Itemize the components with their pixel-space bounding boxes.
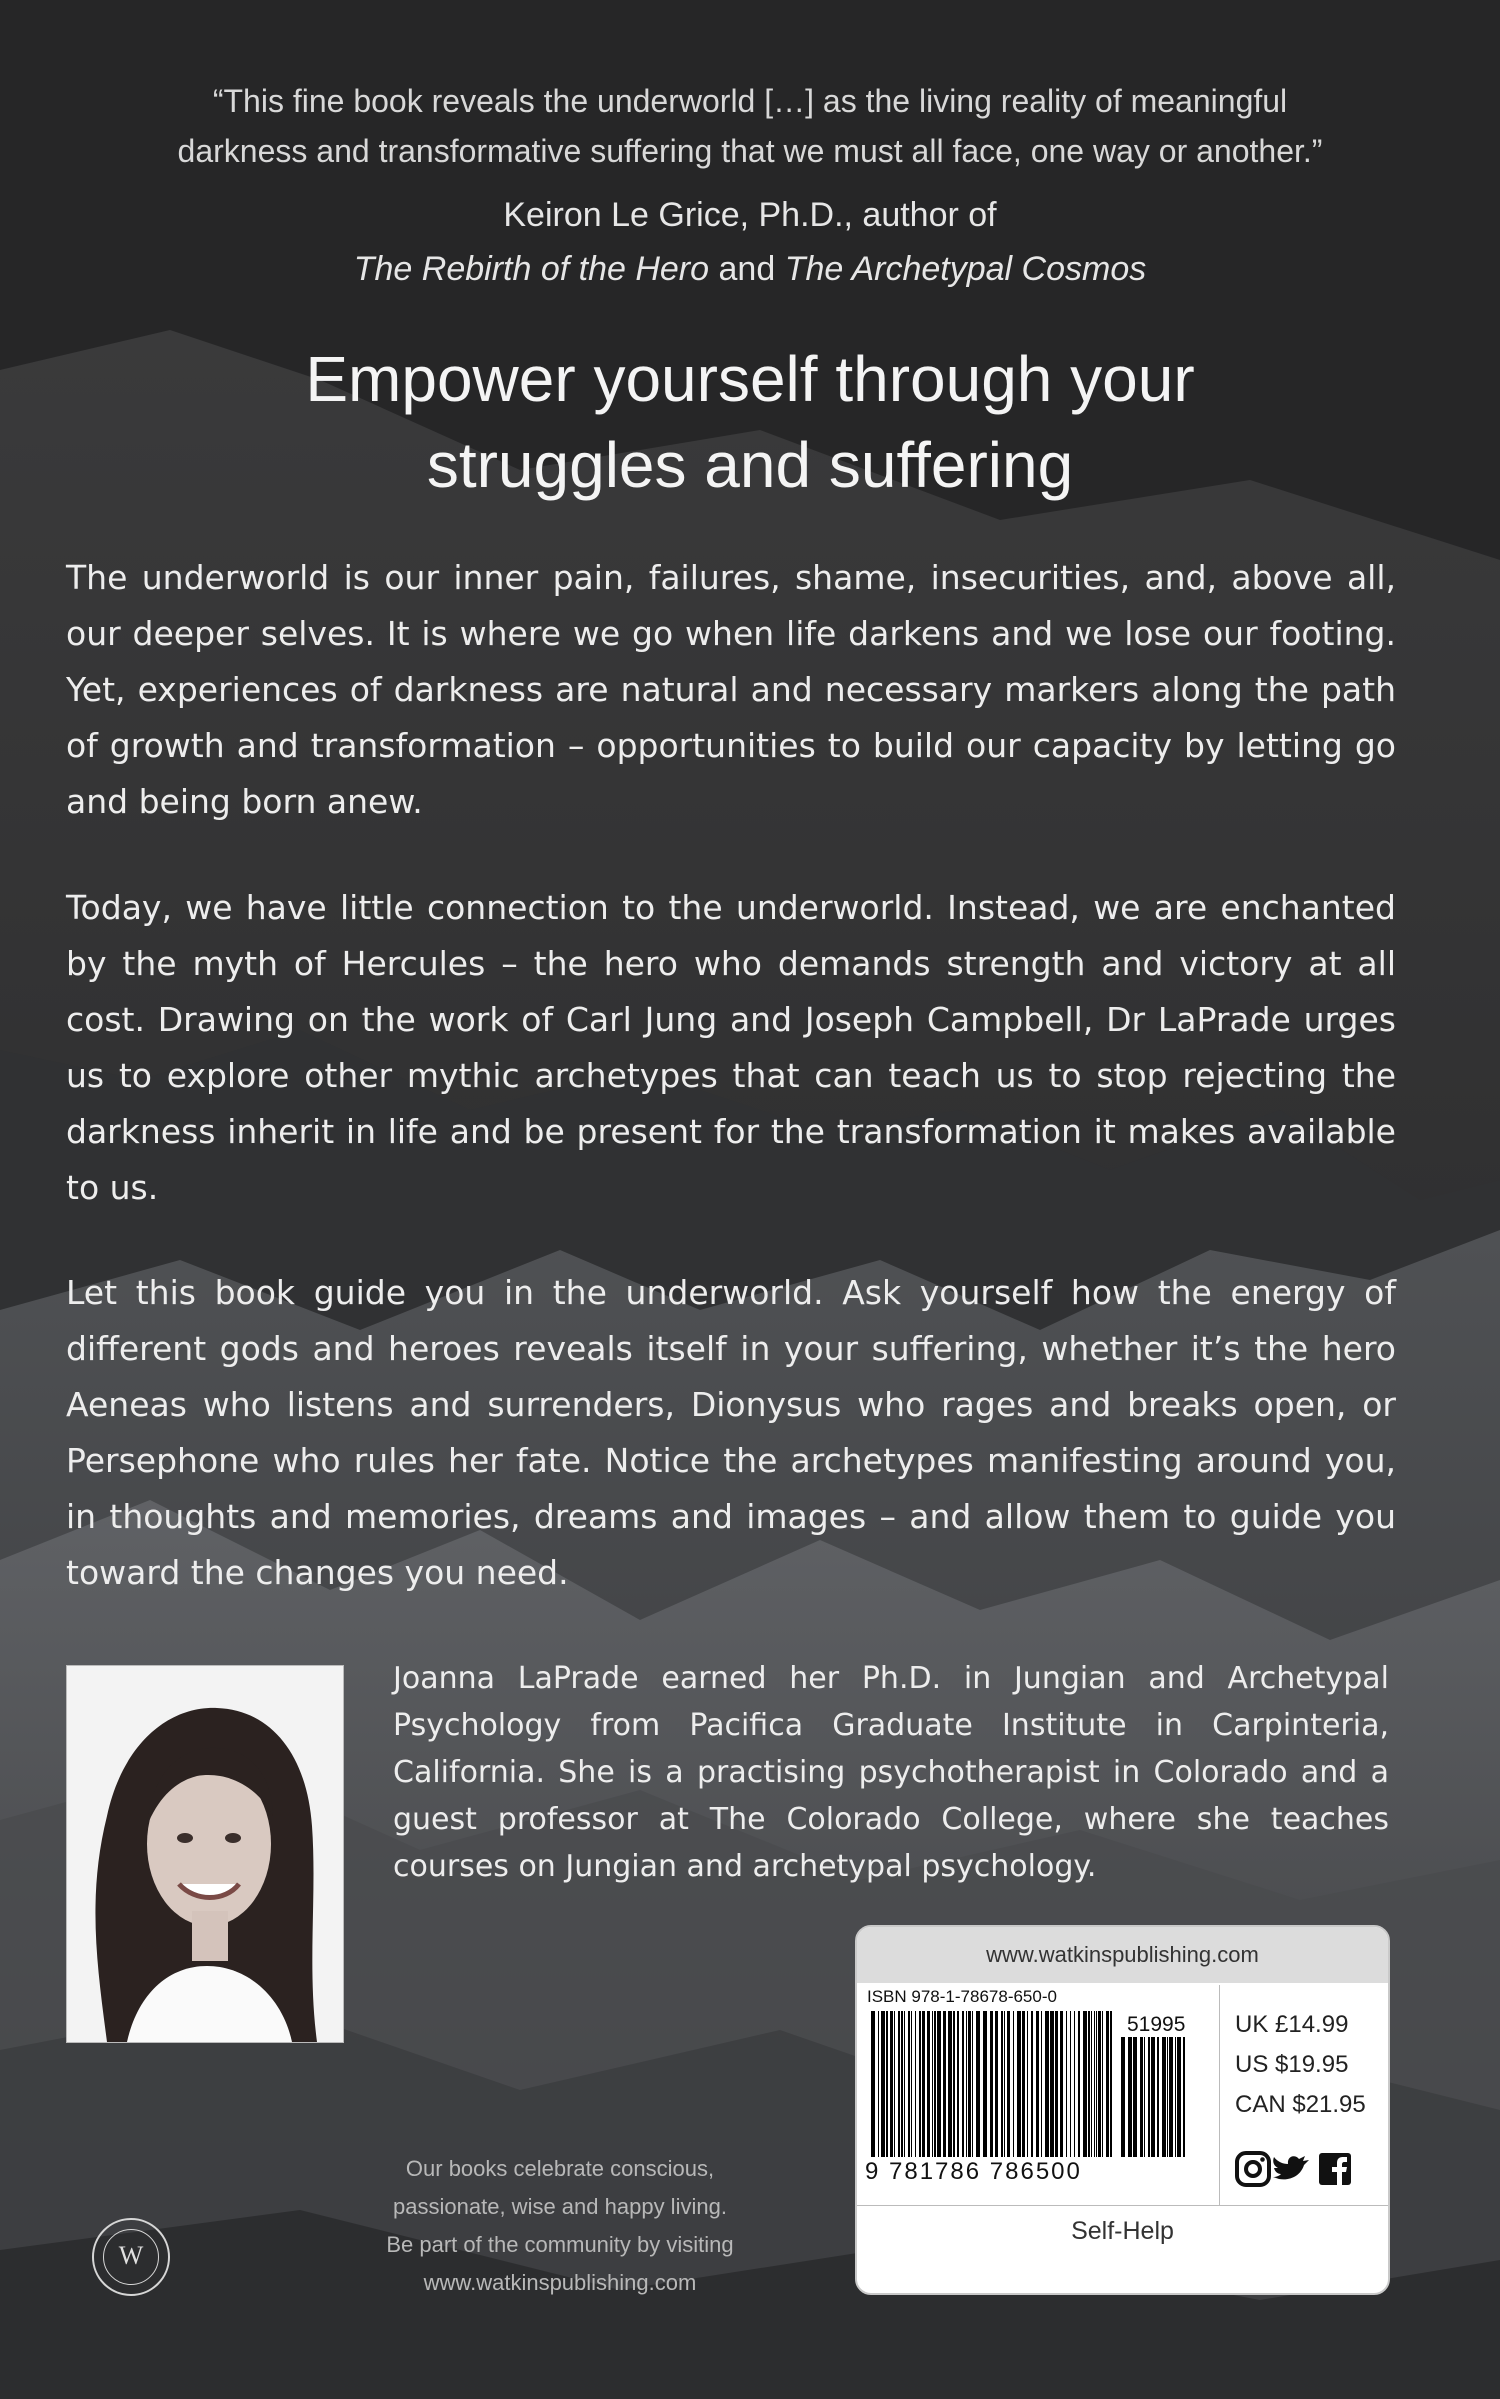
barcode-bar (1088, 2011, 1090, 2157)
barcode-bar (1106, 2011, 1109, 2157)
barcode-bar (957, 2011, 959, 2157)
barcode-bar (915, 2011, 916, 2157)
barcode-bar (1031, 2011, 1033, 2157)
barcode-bar (1007, 2011, 1010, 2157)
barcode-bar (1177, 2037, 1181, 2157)
barcode-bar (1167, 2037, 1168, 2157)
barcode-bar (908, 2011, 910, 2157)
barcode-bar (1183, 2037, 1185, 2157)
barcode-bar (1157, 2037, 1159, 2157)
isbn-label: ISBN 978-1-78678-650-0 (867, 1987, 1057, 2006)
barcode-bar (1148, 2037, 1150, 2157)
publisher-promo (300, 2150, 820, 2302)
barcode-bar (898, 2011, 900, 2157)
barcode-bar (1001, 2011, 1003, 2157)
barcode-bar (1144, 2037, 1145, 2157)
prices (1235, 2005, 1366, 2125)
barcode-bar (1175, 2037, 1176, 2157)
facebook-icon[interactable] (1319, 2153, 1351, 2185)
barcode-bar (1151, 2037, 1155, 2157)
author-photo (66, 1665, 344, 2043)
barcode-bar (1096, 2011, 1097, 2157)
barcode-bar (901, 2011, 903, 2157)
barcode-bar (1091, 2011, 1092, 2157)
endorsement-books (90, 242, 1410, 296)
barcode-bar (878, 2011, 879, 2157)
barcode-bar (1004, 2011, 1005, 2157)
conjunction: and (718, 250, 776, 288)
barcode-bar (1036, 2011, 1039, 2157)
description-paragraph: The underworld is our inner pain, failures, shame, insecurities, and, above all, our deeper selves. It is where we go when life darkens and we lose our footing. Yet, experiences of darkness are natural and necessary markers along the path of growth and transformation – opportunities to build our capacity by letting go and being born anew. (66, 558, 1396, 821)
barcode-bar (962, 2011, 964, 2157)
panel-divider (857, 2205, 1388, 2206)
barcode-bar (1098, 2011, 1101, 2157)
barcode-bar (1078, 2011, 1080, 2157)
endorsement-quote (90, 76, 1410, 176)
barcode-bar (1050, 2011, 1054, 2157)
barcode-bar (932, 2011, 933, 2157)
barcode-bar (1140, 2037, 1143, 2157)
isbn-barcode (869, 2011, 1115, 2157)
publisher-logo-letter: W (103, 2229, 159, 2285)
barcode-bar (927, 2011, 930, 2157)
barcode-bar (1102, 2011, 1103, 2157)
barcode-bar (1110, 2011, 1112, 2157)
barcode-bar (1083, 2011, 1087, 2157)
panel-divider-vertical (1219, 1985, 1220, 2205)
barcode-bar (1162, 2037, 1166, 2157)
barcode-bar (1055, 2011, 1058, 2157)
barcode-bar (911, 2011, 912, 2157)
barcode-bar (995, 2011, 998, 2157)
description-paragraph: Let this book guide you in the underworld. Ask yourself how the energy of different gods and heroes reveals itself in your suffering, whether it’s the hero Aeneas who listens and surrenders, Dionysus who rages and breaks open, or Persephone who rules her fate. Notice the archetypes manifesting around you, in thoughts and memories, dreams and images – and allow them to guide you toward the changes you need. (66, 1273, 1396, 1592)
price-code: 51995 (1127, 2013, 1186, 2036)
price-us: US $19.95 (1235, 2051, 1349, 2078)
book-title: The Rebirth of the Hero (353, 250, 710, 288)
barcode-bar (1133, 2037, 1137, 2157)
barcode-bar (968, 2011, 971, 2157)
category-label: Self-Help (1071, 2217, 1174, 2245)
barcode-bar (943, 2011, 946, 2157)
endorsement-author: Keiron Le Grice, Ph.D., author of (503, 196, 997, 234)
barcode-bar (976, 2011, 980, 2157)
barcode-bar (966, 2011, 967, 2157)
barcode-bar (904, 2011, 905, 2157)
twitter-icon[interactable] (1273, 2156, 1309, 2179)
barcode-bar (1070, 2011, 1071, 2157)
barcode-bar (881, 2011, 885, 2157)
publisher-logo (92, 2218, 170, 2296)
barcode-bar (1045, 2011, 1049, 2157)
description-paragraph: Today, we have little connection to the underworld. Instead, we are enchanted by the myth of Hercules – the hero who demands strength and victory at all cost. Drawing on the work of Carl Jung and Joseph Campbell, Dr LaPrade urges us to explore other mythic archetypes that can teach us to stop rejecting the darkness inherit in life and be present for the transformation it makes available to us. (66, 888, 1396, 1207)
headline-line: struggles and suffering (426, 429, 1074, 501)
barcode-panel (855, 1925, 1390, 2295)
barcode-bar (894, 2011, 895, 2157)
barcode-bar (953, 2011, 955, 2157)
barcode-bar (1074, 2011, 1075, 2157)
barcode-bar (1013, 2011, 1014, 2157)
barcode-bar (919, 2011, 921, 2157)
barcode-bar (990, 2011, 993, 2157)
author-bio: Joanna LaPrade earned her Ph.D. in Jungian and Archetypal Psychology from Pacifica Graduate Institute in Carpinteria, California. She is a practising psychotherapist in Colorado and a guest professor at The Colorado College, where she teaches courses on Jungian and archetypal psychology. (393, 1661, 1389, 1884)
barcode-bar (922, 2011, 925, 2157)
publisher-url[interactable]: www.watkinspublishing.com (857, 1927, 1388, 1983)
endorsement-quote-line: “This fine book reveals the underworld […] as the living reality of meaningful (212, 83, 1288, 119)
headline-line: Empower yourself through your (305, 343, 1195, 415)
instagram-icon[interactable] (1237, 2153, 1269, 2185)
endorsement-attribution (90, 188, 1410, 296)
headline (100, 336, 1400, 508)
social-icons (1235, 2149, 1375, 2189)
barcode-bar (1017, 2011, 1021, 2157)
book-title: The Archetypal Cosmos (784, 250, 1147, 288)
promo-line: passionate, wise and happy living. (393, 2194, 727, 2219)
promo-line: Be part of the community by visiting (386, 2232, 734, 2257)
barcode-bar (1094, 2011, 1095, 2157)
barcode-bar (934, 2011, 936, 2157)
barcode-bar (972, 2011, 973, 2157)
barcode-bar (1027, 2011, 1028, 2157)
barcode-bar (890, 2011, 893, 2157)
barcode-bar (1060, 2011, 1063, 2157)
barcode-bar (1022, 2011, 1025, 2157)
barcode-bar (1128, 2037, 1132, 2157)
barcode-bar (937, 2011, 941, 2157)
barcode-bar (983, 2011, 987, 2157)
endorsement-quote-line: darkness and transformative suffering that we must all face, one way or another.” (177, 133, 1323, 169)
barcode-bar (1066, 2011, 1067, 2157)
promo-url[interactable]: www.watkinspublishing.com (423, 2270, 697, 2295)
barcode-bar (886, 2011, 888, 2157)
price-barcode (1119, 2037, 1189, 2157)
barcode-bar (1121, 2037, 1125, 2157)
isbn-digits: 9 781786 786500 (865, 2158, 1082, 2185)
barcode-bar (948, 2011, 952, 2157)
price-uk: UK £14.99 (1235, 2011, 1349, 2038)
barcode-bar (1169, 2037, 1173, 2157)
barcode-bar (871, 2011, 875, 2157)
price-can: CAN $21.95 (1235, 2091, 1366, 2118)
promo-line: Our books celebrate conscious, (405, 2156, 715, 2181)
barcode-bar (1041, 2011, 1042, 2157)
